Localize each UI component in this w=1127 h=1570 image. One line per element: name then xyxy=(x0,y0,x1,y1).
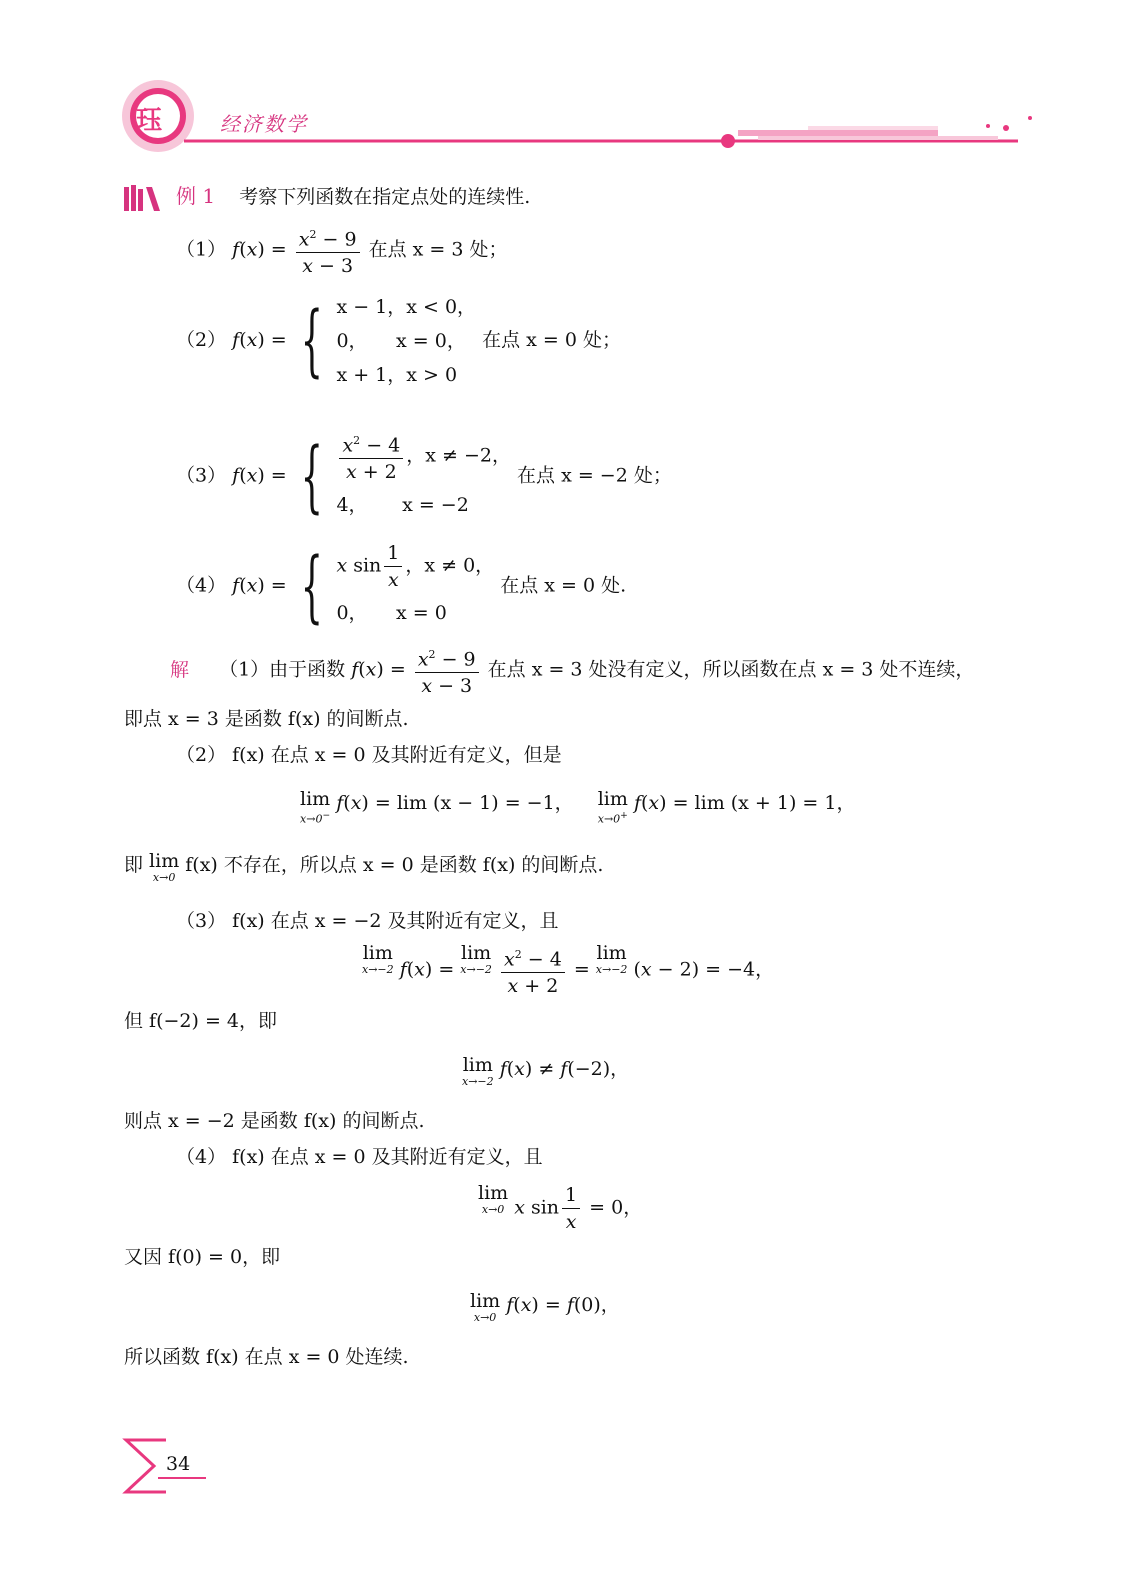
text: 在点 x = 3 处没有定义，所以函数在点 x = 3 处不连续， xyxy=(487,658,975,681)
equation: lim x→−2 f(x) ≠ f(−2)， xyxy=(462,1054,630,1088)
text: （1）由于函数 xyxy=(219,658,346,681)
item-number: （1） xyxy=(176,238,227,261)
solution-label: 解 xyxy=(170,658,190,681)
books-icon xyxy=(124,183,164,213)
case-row: ，x ≠ −2， xyxy=(406,444,511,467)
page-number: 34 xyxy=(166,1453,191,1475)
example-item-3: （3） f(x) = { $\frac{x^2 - 4}{x + 2}$ ，x ≠ −2， 4， x = −2 在点 x = −2 处； xyxy=(176,428,672,525)
example-item-4: （4） f(x) = { x sin $\frac{1}{x}$ ，x ≠ 0， 0， x = 0 在点 x = 0 处. xyxy=(176,541,627,632)
solution-part-1: 解 （1）由于函数 f(x) = $\frac{x^2 - 9}{x - 3}$ 在点 x = 3 处没有定义，所以函数在点 x = 3 处不连续， xyxy=(170,642,974,699)
solution-line: 即点 x = 3 是函数 f(x) 的间断点. xyxy=(124,708,409,730)
item-suffix: 在点 x = 0 处. xyxy=(500,574,627,597)
text: = lim (x − 1) = −1， xyxy=(374,792,574,814)
example-item-1: （1） f(x) = $\frac{x^2 - 9}{x - 3}$ 在点 x = 3 处； xyxy=(176,222,508,279)
equation: lim x→0− f(x) = lim (x − 1) = −1， lim x→0+ f(x) = lim (x + 1) = 1， xyxy=(300,788,856,826)
example-item-2: （2） f(x) = { x − 1，x < 0， 0， x = 0， x + 1，x > 0 在点 x = 0 处； xyxy=(176,290,621,392)
equation: lim x→0 f(x) = f(0)， xyxy=(470,1290,620,1324)
header-title: 经济数学 xyxy=(220,112,308,136)
solution-line: （2） f(x) 在点 x = 0 及其附近有定义，但是 xyxy=(176,744,562,766)
item-number: （3） xyxy=(176,464,227,487)
solution-line: （4） f(x) 在点 x = 0 及其附近有定义，且 xyxy=(176,1146,543,1168)
solution-line: 但 f(−2) = 4，即 xyxy=(124,1010,277,1032)
case-row: ，x ≠ 0， xyxy=(405,554,495,577)
solution-line: 即 lim x→0 f(x) 不存在，所以点 x = 0 是函数 f(x) 的间断点. xyxy=(124,850,604,884)
example-label: 例 1 xyxy=(176,184,216,208)
item-number: （2） xyxy=(176,329,227,351)
item-suffix: 在点 x = 3 处； xyxy=(368,238,508,261)
item-suffix: 在点 x = −2 处； xyxy=(517,464,672,487)
item-number: （4） xyxy=(176,574,227,597)
piecewise-cases: $\frac{x^2 - 4}{x + 2}$ ，x ≠ −2， 4， x = −2 xyxy=(336,428,511,525)
equation: lim x→−2 f(x) = lim x→−2 $\frac{x^2 - 4}{x + 2}$ = lim x→−2 (x − 2) = −4， xyxy=(362,942,775,998)
text: = lim (x + 1) = 1， xyxy=(672,792,856,814)
case-row: 0， x = 0， xyxy=(336,330,466,352)
solution-line: 所以函数 f(x) 在点 x = 0 处连续. xyxy=(124,1346,409,1368)
example-heading xyxy=(124,180,530,213)
solution-line: 则点 x = −2 是函数 f(x) 的间断点. xyxy=(124,1110,425,1132)
equation: lim x→0 x sin $\frac{1}{x}$ = 0， xyxy=(478,1182,643,1233)
piecewise-cases: x sin $\frac{1}{x}$ ，x ≠ 0， 0， x = 0 xyxy=(336,540,494,633)
solution-line: 又因 f(0) = 0，即 xyxy=(124,1246,281,1268)
piecewise-cases xyxy=(336,290,476,392)
case-row: 0， x = 0 xyxy=(336,602,447,624)
fraction: $\frac{x^2 - 9}{x - 3}$ xyxy=(296,222,360,279)
case-row: x + 1，x > 0 xyxy=(336,364,458,386)
case-row: x − 1，x < 0， xyxy=(336,296,477,318)
item-suffix: 在点 x = 0 处； xyxy=(482,329,621,351)
example-intro: 考察下列函数在指定点处的连续性. xyxy=(239,186,531,208)
solution-line: （3） f(x) 在点 x = −2 及其附近有定义，且 xyxy=(176,910,559,932)
text: f(x) 不存在，所以点 x = 0 是函数 f(x) 的间断点. xyxy=(185,854,604,876)
header-logo-icon: 珏 xyxy=(136,106,163,136)
case-row: 4， x = −2 xyxy=(336,494,469,517)
